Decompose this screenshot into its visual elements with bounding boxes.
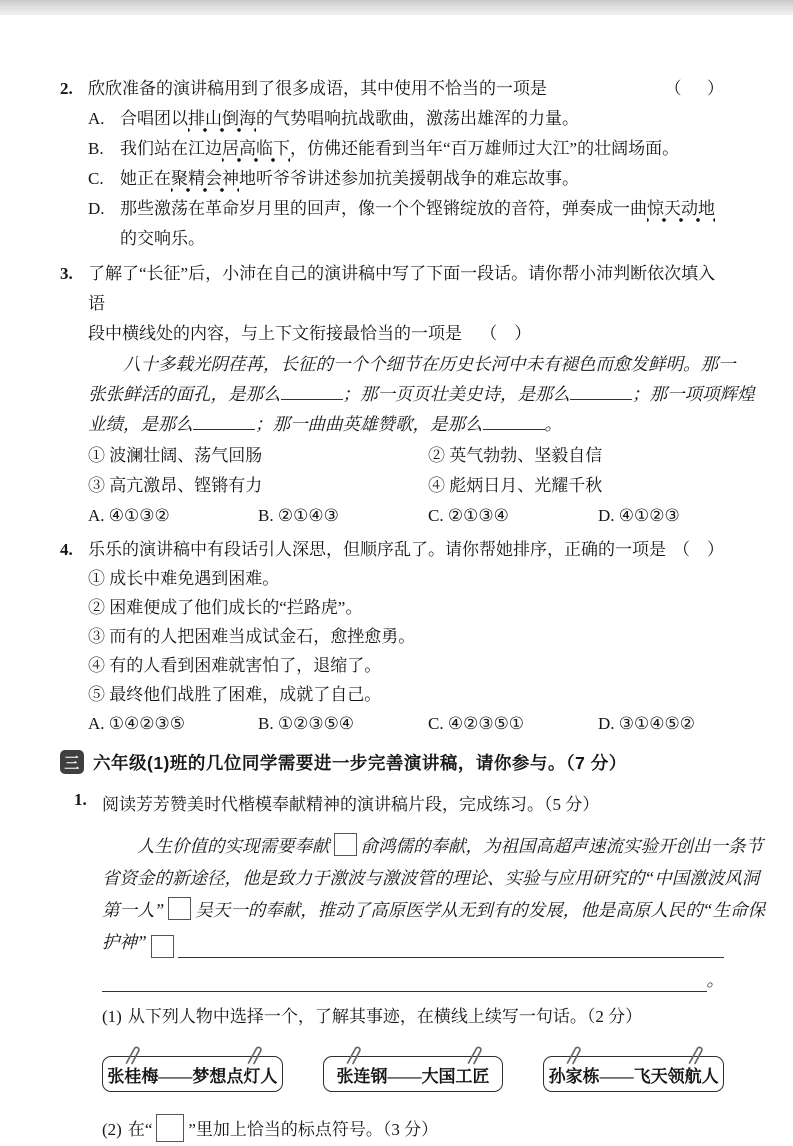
passage-text: 人生价值的实现需要奉献 <box>137 836 330 856</box>
paperclip-icon <box>564 1044 581 1065</box>
question-heading: 阅读芳芳赞美时代楷模奉献精神的演讲稿片段，完成练习。（5 分） <box>102 795 600 814</box>
person-tag-label: 张桂梅——梦想点灯人 <box>107 1066 278 1086</box>
paperclip-icon <box>686 1044 703 1065</box>
emphasized-idiom: 聚精会神 <box>171 169 239 193</box>
fill-in-blank <box>570 382 632 401</box>
paperclip-icon <box>245 1044 262 1065</box>
question-stem-row <box>88 74 724 104</box>
answer-value: ②①③④ <box>447 506 509 525</box>
answer-option <box>598 501 680 531</box>
answer-label: C. <box>428 506 444 525</box>
passage-text: 业绩，是那么 <box>88 414 193 434</box>
person-tag-label: 张连钢——大国工匠 <box>336 1066 490 1086</box>
answer-label: C. <box>428 714 444 733</box>
passage-text: ；那一页页壮美史诗，是那么 <box>342 384 570 404</box>
answer-value: ④①②③ <box>618 506 680 525</box>
passage-line: 省资金的新途径，他是致力于激波与激波管的理论、实验与应用研究的“中国激波风洞 <box>102 868 760 888</box>
punctuation-box <box>156 1114 184 1142</box>
section-header <box>60 746 724 778</box>
answer-bracket: （ ） <box>664 79 724 98</box>
paperclip-icon <box>465 1044 482 1065</box>
option-text: 的交响乐。 <box>120 229 205 248</box>
person-tag <box>543 1056 724 1092</box>
fill-in-blank <box>483 412 545 431</box>
fill-in-blank <box>193 412 255 431</box>
answer-label: B. <box>258 506 274 525</box>
option-text: 的气势唱响抗战歌曲，激荡出雄浑的力量。 <box>256 109 579 128</box>
answer-option <box>428 709 598 738</box>
sentence-item: ① 成长中难免遇到困难。 <box>88 569 280 588</box>
stem-text: 了解了“长征”后，小沛在自己的演讲稿中写了下面一段话。请你帮小沛判断依次填入语 <box>88 264 716 313</box>
option-label: B. <box>88 139 104 158</box>
question-number: 4. <box>60 540 73 559</box>
question-number: 1. <box>74 790 87 809</box>
answer-value: ③①④⑤② <box>618 714 695 733</box>
sub-question-text: 从下列人物中选择一个，了解其事迹，在横线上续写一句话。（2 分） <box>127 1007 643 1026</box>
emphasized-idiom: 排山倒海 <box>188 109 256 133</box>
choice-list <box>88 441 724 501</box>
sentence-item: ② 困难便成了他们成长的“拦路虎”。 <box>88 598 363 617</box>
answer-option <box>598 709 695 738</box>
option-label: D. <box>88 199 105 218</box>
passage-text: 。 <box>544 414 562 434</box>
answer-label: D. <box>598 506 615 525</box>
answer-option <box>258 709 428 738</box>
sub-question-1 <box>102 1002 724 1032</box>
person-tag <box>323 1056 504 1092</box>
question-stem-row <box>88 535 724 564</box>
passage-line <box>88 409 724 439</box>
emphasized-idiom: 惊天动地 <box>647 199 715 223</box>
sentence-item: ⑤ 最终他们战胜了困难，成就了自己。 <box>88 685 382 704</box>
option-a <box>88 104 724 134</box>
writing-line-row <box>102 968 724 992</box>
choice-item: ③ 高亢激昂、铿锵有力 <box>88 476 263 495</box>
question-stem: 乐乐的演讲稿中有段话引人深思，但顺序乱了。请你帮她排序，正确的一项是 <box>88 540 666 559</box>
sub-question-text: ”里加上恰当的标点符号。（3 分） <box>188 1120 439 1139</box>
passage-text: ；那一项项辉煌 <box>632 384 755 404</box>
sub-question-label: (2) <box>102 1120 122 1139</box>
person-tag <box>102 1056 283 1092</box>
passage-text: 第一人” <box>102 900 165 920</box>
answer-option <box>258 501 428 531</box>
person-tag-list <box>102 1056 724 1092</box>
answer-options-row <box>88 501 724 531</box>
stem-text: 段中横线处的内容，与上下文衔接最恰当的一项是 <box>88 324 462 343</box>
option-text: ，仿佛还能看到当年“百万雄师过大江”的壮阔场面。 <box>290 139 680 158</box>
answer-option <box>428 501 598 531</box>
option-b <box>88 134 724 164</box>
question-2 <box>60 74 724 254</box>
section-title: 六年级(1)班的几位同学需要进一步完善演讲稿，请你参与。（7 分） <box>93 752 627 773</box>
answer-value: ④①③② <box>108 506 170 525</box>
passage-text: 护神” <box>102 932 147 952</box>
passage-text: 俞鸿儒的奉献，为祖国高超声速流实验开创出一条节 <box>360 836 763 856</box>
punctuation-box <box>151 935 174 958</box>
answer-label: A. <box>88 506 105 525</box>
question-number: 2. <box>60 79 73 98</box>
emphasized-idiom: 居高临下 <box>222 139 290 163</box>
answer-options-row <box>88 709 724 738</box>
passage-line <box>102 926 724 958</box>
answer-option <box>88 501 258 531</box>
answer-label: B. <box>258 714 274 733</box>
speech-excerpt <box>102 830 765 992</box>
answer-label: D. <box>598 714 615 733</box>
option-d <box>88 194 724 254</box>
answer-value: ①④②③⑤ <box>108 714 185 733</box>
passage-text: 张张鲜活的面孔，是那么 <box>88 384 281 404</box>
answer-bracket: （ ） <box>673 540 724 559</box>
speech-passage <box>88 349 755 439</box>
punctuation-box <box>334 833 357 856</box>
answer-bracket: （ ） <box>480 324 532 343</box>
scan-edge-band <box>0 0 793 15</box>
option-text: 合唱团以 <box>120 109 188 128</box>
writing-line <box>178 935 724 958</box>
option-text: 她正在 <box>120 169 171 188</box>
choice-item: ② 英气勃勃、坚毅自信 <box>428 446 603 465</box>
paperclip-icon <box>344 1044 361 1065</box>
punctuation-box <box>168 897 191 920</box>
sentence-item: ④ 有的人看到困难就害怕了，退缩了。 <box>88 656 382 675</box>
section-number-badge: 三 <box>60 750 84 774</box>
paperclip-icon <box>123 1044 140 1065</box>
passage-text: 吴天一的奉献，推动了高原医学从无到有的发展，他是高原人民的“生命保 <box>195 900 765 920</box>
writing-line <box>102 969 707 992</box>
worksheet-content <box>60 70 765 1146</box>
passage-line: 八十多载光阴荏苒，长征的一个个细节在历史长河中未有褪色而愈发鲜明。那一 <box>123 354 736 374</box>
option-text: 我们站在江边 <box>120 139 222 158</box>
answer-value: ④②③⑤① <box>447 714 525 733</box>
question-number: 3. <box>60 264 73 283</box>
sub-question-text: 在“ <box>127 1120 153 1139</box>
section-question-1 <box>60 790 765 1146</box>
sentence-item: ③ 而有的人把困难当成试金石，愈挫愈勇。 <box>88 627 416 646</box>
answer-value: ①②③⑤④ <box>277 714 355 733</box>
sub-question-2 <box>102 1114 724 1146</box>
sub-question-label: (1) <box>102 1007 122 1026</box>
option-label: C. <box>88 169 104 188</box>
answer-option <box>88 709 258 738</box>
choice-item: ④ 彪炳日月、光耀千秋 <box>428 476 603 495</box>
question-4 <box>60 535 724 738</box>
person-tag-label: 孙家栋——飞天领航人 <box>548 1066 719 1086</box>
passage-line <box>88 379 755 409</box>
option-text: 地听爷爷讲述参加抗美援朝战争的难忘故事。 <box>239 169 579 188</box>
choice-item: ① 波澜壮阔、荡气回肠 <box>88 446 263 465</box>
passage-text: 。 <box>706 970 724 990</box>
option-text: 那些激荡在革命岁月里的回声，像一个个铿锵绽放的音符，弹奏成一曲 <box>120 199 647 218</box>
passage-text: ；那一曲曲英雄赞歌，是那么 <box>255 414 483 434</box>
passage-line <box>102 830 763 862</box>
question-stem <box>88 259 724 319</box>
answer-label: A. <box>88 714 105 733</box>
option-c <box>88 164 724 194</box>
question-3 <box>60 259 755 531</box>
fill-in-blank <box>281 382 343 401</box>
question-stem-continued <box>88 319 724 349</box>
question-stem: 欣欣准备的演讲稿用到了很多成语，其中使用不恰当的一项是 <box>88 79 547 98</box>
answer-value: ②①④③ <box>277 506 339 525</box>
passage-line <box>102 894 765 926</box>
option-label: A. <box>88 109 105 128</box>
